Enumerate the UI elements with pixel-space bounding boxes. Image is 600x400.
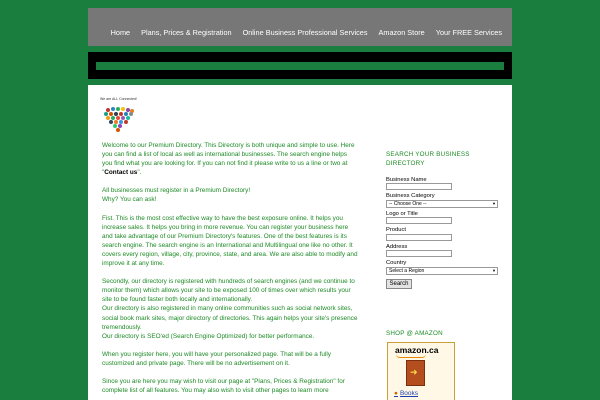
chevron-down-icon: ▼ (492, 267, 496, 273)
personalized-page-paragraph: When you register here, you will have your personalized page. That will be a fully customized and private page. There will be no advertisement on it. (102, 350, 332, 367)
amazon-smile-icon (396, 354, 426, 358)
amazon-widget (387, 342, 455, 400)
product-input[interactable] (386, 234, 452, 241)
visit-pages-paragraph: Since you are here you may wish to visit our page at "Plans, Prices & Registration" for complete list of all features. You may also wish to visit other pages to learn more (102, 377, 345, 395)
search-widget (386, 151, 500, 289)
contact-us-link[interactable]: Contact us (104, 169, 138, 177)
search-widget-title: SEARCH YOUR BUSINESS DIRECTORY (386, 151, 470, 167)
nav-free-services[interactable]: Your FREE Services (435, 28, 502, 37)
logo-title-label: Logo or Title (386, 210, 418, 217)
book-cover-image[interactable] (406, 360, 425, 386)
books-link[interactable]: Books (399, 390, 419, 397)
chevron-down-icon: ▼ (492, 200, 496, 206)
bullet-icon: ● (394, 390, 398, 397)
main-column (102, 141, 358, 400)
nav-amazon-store[interactable]: Amazon Store (378, 28, 425, 37)
address-label: Address (386, 243, 408, 250)
search-button[interactable]: Search (386, 279, 412, 289)
register-paragraph: All businesses must register in a Premium Directory! Why? You can ask! (102, 187, 251, 204)
welcome-text-end: ". (137, 169, 142, 177)
arrow-right-icon: ➜ (410, 367, 418, 377)
country-select[interactable] (386, 267, 498, 275)
amazon-logo[interactable]: amazon.ca (395, 345, 439, 355)
product-label: Product (386, 227, 406, 234)
header-banner-strip (96, 62, 504, 70)
welcome-paragraph (102, 141, 358, 177)
nav-plans-prices-registration[interactable]: Plans, Prices & Registration (141, 28, 232, 37)
country-value: Select a Region (389, 267, 425, 274)
nav-home[interactable]: Home (110, 28, 131, 37)
books-link-item[interactable] (394, 390, 418, 397)
address-input[interactable] (386, 250, 452, 257)
logo-caption: We are ALL Connected! (100, 97, 137, 101)
business-name-input[interactable] (386, 183, 452, 190)
logo-title-input[interactable] (386, 217, 452, 224)
connected-globe-logo (100, 98, 138, 136)
first-reason-paragraph: Fist. This is the most cost effective way to have the best exposure online. It helps you increase sales. It helps you bring in more revenue. You can register your business here and take advantage of our Premium Directory's features. One of the best features is its search engine. The search engine is an International and Multilingual one like no other. It covers every region, village, city, province, state, and area. We are also able to modify and improve it at any time. (102, 214, 358, 268)
business-category-label: Business Category (386, 193, 435, 200)
business-category-select[interactable] (386, 200, 498, 208)
business-category-value: -- Choose One -- (389, 200, 427, 207)
business-name-label: Business Name (386, 176, 427, 183)
second-reason-paragraph: Secondly, our directory is registered with hundreds of search engines (and we continue to monitor them) which allows your site to be exposed 100 of times over which results your site to be found faster both locally and internationally. Our directory is also registered in many online communities such as social network sites, social book mark sites, major directory of directories. This again helps your site's presence tremendously. Our directory is SEO'ed (Search Engine Optimized) for better performance. (102, 278, 358, 340)
top-navigation (88, 8, 512, 46)
country-label: Country (386, 260, 407, 267)
content-area (88, 85, 512, 400)
nav-professional-services[interactable]: Online Business Professional Services (242, 28, 368, 37)
shop-amazon-title: SHOP @ AMAZON (386, 330, 443, 337)
welcome-text: Welcome to our Premium Directory. This Directory is both unique and simple to use. Here you can find a list of local as well as international businesses. The search engine helps you find what you are looking for. If you can not find it please write to us a line or two at " (102, 142, 355, 177)
